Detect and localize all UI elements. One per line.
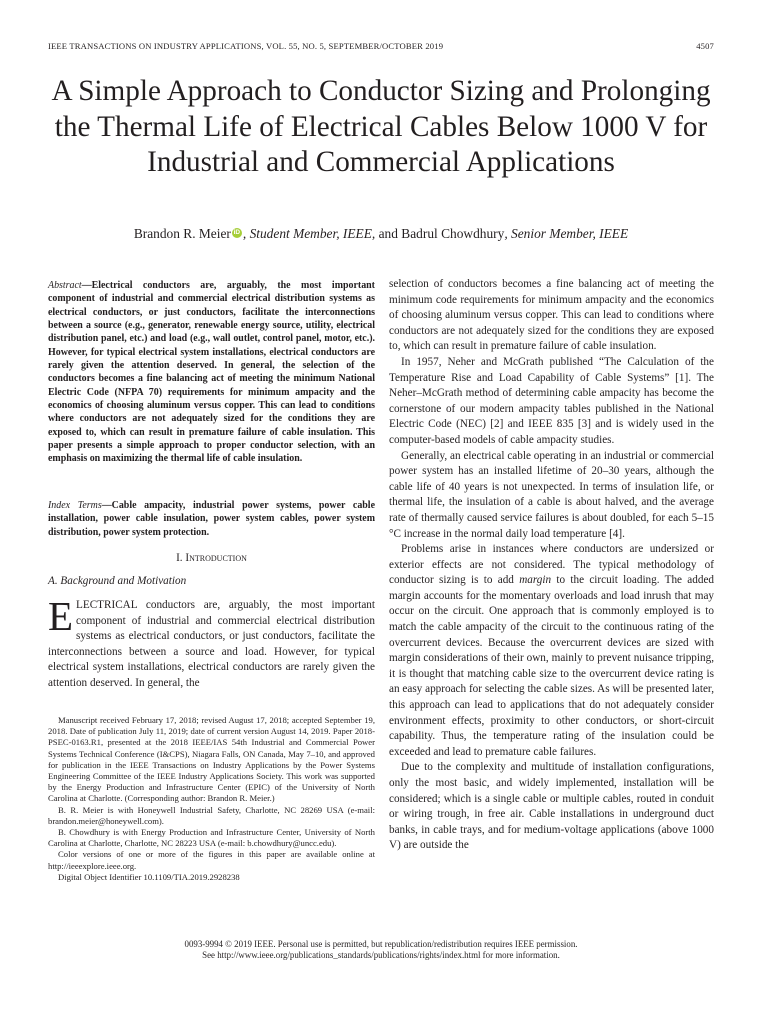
author-name-chowdhury: and Badrul Chowdhury	[375, 226, 505, 241]
subsection-heading: A. Background and Motivation	[48, 575, 187, 587]
author-name-meier: Brandon R. Meier	[133, 226, 231, 241]
section-heading	[48, 552, 375, 564]
paragraph: In 1957, Neher and McGrath published “The Calculation of the Temperature Rise and Load Capability of Cable Systems” [1]. The Neher–McGrath method of determining cable ampacity has become the cornerstone of our modern ampacity tables published in the National Electric Code (NEC) [2] and IEEE 835 [3] and is widely used in the computer-based models of cable ampacity studies.	[389, 355, 714, 446]
abstract	[48, 279, 375, 466]
paragraph: Problems arise in instances where conductors are undersized or exterior effects are not considered. The typical methodology of conductor sizing is to add margin to the circuit loading. The added margin accounts for the momentary overloads and load inrush that may occur on the circuit. One approach that is commonly employed is to match the cable ampacity of the circuit to the continuous rating of the overcurrent devices. Because the overcurrent devices are sized with margin considerations of their own, mainly to prevent nuisance tripping, it is thought that matching cable size to the overcurrent device rating is an easy approach for selecting the cable sizes. As will be presented later, this approach can lead to applications that do not adequately consider environment effects, proximity to other conductors, or short-circuit capability. Thus, the temperature rating of the insulation could be exceeded and lead to premature cable failures.	[389, 543, 714, 758]
section-title: Introduction	[185, 552, 247, 564]
page-number: 4507	[696, 41, 714, 51]
footnote-doi: Digital Object Identifier 10.1109/TIA.2019.2928238	[58, 871, 240, 882]
rights-link[interactable]: See http://www.ieee.org/publications_standards/publications/rights/index.html for more information.	[202, 950, 560, 961]
copyright-line: 0093-9994 © 2019 IEEE. Personal use is permitted, but republication/redistribution requires IEEE permission.	[184, 939, 578, 949]
index-terms-text: —Cable ampacity, industrial power systems, power cable installation, power cable insulation, power system cables, power system distribution, power system protection.	[48, 500, 375, 538]
drop-cap: E	[48, 593, 74, 639]
index-terms-label: Index Terms	[48, 500, 102, 511]
footnote-chowdhury: B. Chowdhury is with Energy Production and Infrastructure Center, University of North Carolina at Charlotte, Charlotte, NC 28223 USA (e-mail: b.chowdhury@uncc.edu).	[48, 827, 375, 849]
right-column	[389, 277, 714, 854]
intro-text: LECTRICAL conductors are, arguably, the most important component of industrial and commercial electrical distribution systems as electrical conductors, or just conductors, facilitate the interconnections between a source and load. However, for typical electrical system installations, electrical conductors are rarely given the attention deserved. In general, the	[48, 599, 375, 689]
journal-name: IEEE TRANSACTIONS ON INDUSTRY APPLICATIONS, VOL. 55, NO. 5, SEPTEMBER/OCTOBER 2019	[48, 41, 444, 51]
footnote-meier: B. R. Meier is with Honeywell Industrial Safety, Charlotte, NC 28269 USA (e-mail: brandon.meier@honeywell.com).	[48, 804, 375, 826]
emphasis-margin: margin	[519, 574, 552, 587]
copyright-notice	[48, 939, 714, 962]
abstract-text: —Electrical conductors are, arguably, the most important component of industrial and commercial electrical distribution systems as electrical conductors, or just conductors, facilitate the interconnections between a source (e.g., generator, renewable energy source, utility, electrical distribution panel, etc.) and load (e.g., wall outlet, control panel, motor, etc.). However, for typical electrical system installations, electrical conductors are rarely given the attention deserved. In general, the selection of the conductors becomes a fine balancing act of meeting the minimum National Electric Code (NFPA 70) requirements for minimum ampacity and the economics of choosing aluminum versus copper. This can lead to conditions where conductors are not adequately sized for the conditions they are exposed to, which can result in premature failure of cable insulation. This paper presents a simple approach to proper conductor selection, with an emphasis on maximizing the thermal life of cable insulation.	[48, 280, 375, 465]
running-header	[48, 41, 714, 55]
section-number: I.	[176, 552, 186, 564]
footnote-manuscript: Manuscript received February 17, 2018; revised August 17, 2018; accepted September 19, 2018. Date of publication July 11, 2019; date of current version August 14, 2019. Paper 2018-PSEC-0163.R1, presented at the 2018 IEEE/IAS 54th Industrial and Commercial Power Systems Technical Conference (I&CPS), Niagara Falls, ON Canada, May 7–10, and approved for publication in the IEEE Transactions on Industry Applications by the Power Systems Engineering Committee of the IEEE Industry Applications Society. This work was supported by the Energy Production and Infrastructure Center (EPIC) of the University of North Carolina at Charlotte. (Corresponding author: Brandon R. Meier.)	[48, 715, 375, 804]
footnotes	[48, 715, 375, 883]
paragraph: selection of conductors becomes a fine balancing act of meeting the minimum code requirements for minimum ampacity and the economics of choosing aluminum versus copper. This can lead to conditions where conductors are not adequately sized for the conditions they are exposed to, which can result in premature failure of cable insulation.	[389, 278, 714, 353]
paper-title: A Simple Approach to Conductor Sizing and Prolonging the Thermal Life of Electrical Cables Below 1000 V for Industrial and Commercial Applications	[51, 75, 711, 178]
index-terms	[48, 499, 375, 539]
footnote-color: Color versions of one or more of the figures in this paper are available online at http://ieeexplore.ieee.org.	[48, 849, 375, 871]
paragraph: Generally, an electrical cable operating in an industrial or commercial power system has an installed lifetime of 20–30 years, although the cable life of 40 years is not unexpected. In terms of insulation life, or thermal life, the insulation of a cable is about halved, and the average rate of thermally caused service failures is about doubled, for each 5–15 °C increase in the normal daily load temperature [4].	[389, 449, 714, 540]
abstract-label: Abstract	[48, 280, 82, 291]
author-role-chowdhury: , Senior Member, IEEE	[504, 226, 629, 241]
intro-paragraph	[48, 593, 375, 692]
author-line	[48, 226, 714, 242]
paragraph: Due to the complexity and multitude of installation configurations, only the most basic, and widely implemented, installation will be considered; which is a single cable or multiple cables, routed in conduit or wiring trough, in free air. Cable installations in underground duct banks, in cable trays, and for medium-voltage applications (above 1000 V) are outside the	[389, 761, 714, 852]
orcid-icon[interactable]: iD	[233, 229, 241, 236]
author-role-meier: , Student Member, IEEE,	[242, 226, 376, 241]
